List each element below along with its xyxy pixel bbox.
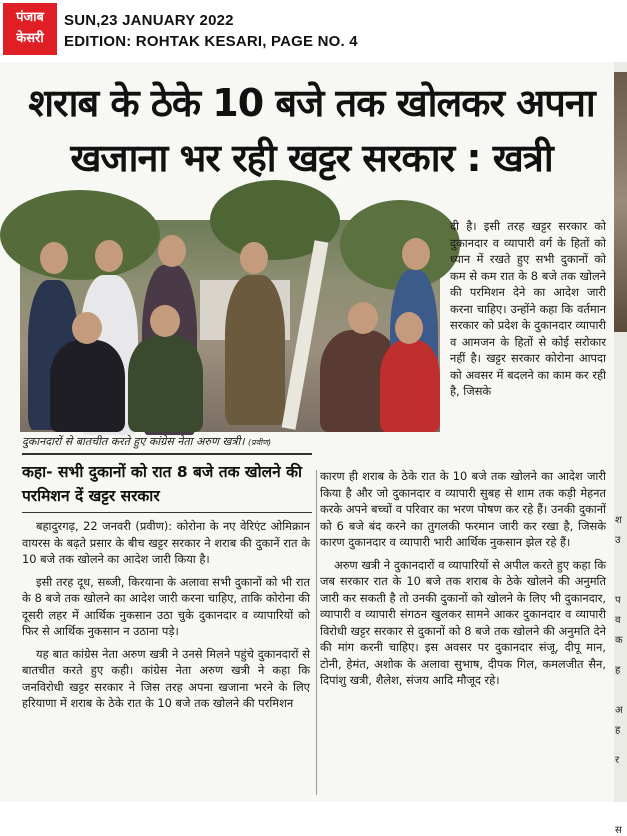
- headline-line-1: शराब के ठेके 10 बजे तक खोलकर अपना: [28, 81, 595, 125]
- edge-fragment: अ: [615, 705, 623, 716]
- edge-fragment: क: [615, 635, 623, 646]
- article-headline: [14, 76, 609, 186]
- article-subhead: कहा- सभी दुकानों को रात 8 बजे तक खोलने की परमिशन दें खट्टर सरकार: [22, 463, 303, 505]
- column-left: [22, 518, 310, 718]
- edge-fragment: प: [615, 595, 621, 606]
- punjab-kesari-logo: [3, 3, 57, 55]
- edge-fragment: ह: [615, 665, 621, 676]
- logo-line-1: पंजाब: [16, 10, 44, 25]
- column-right-bottom: [320, 468, 606, 695]
- article-photo: [20, 220, 440, 432]
- adjacent-photo: [614, 72, 627, 332]
- logo-line-2: केसरी: [16, 31, 44, 46]
- column-right-top: [450, 218, 606, 406]
- edge-fragment: उ: [615, 535, 621, 546]
- photo-credit: (प्रवीण): [248, 438, 272, 447]
- headline-line-2: खजाना भर रही खट्टर सरकार : खत्री: [70, 136, 553, 180]
- paragraph: अरुण खत्री ने दुकानदारों व व्यापारियों से अपील करते हुए कहा कि जब सरकार रात के 10 बजे तक शराब के ठेके खोलने की अनुमति जारी कर सकती है तो उनकी दुकानों को खोलने के लिए भी दुकानदार, व्यापारी व व्यापारी संगठन खुलकर सामने आकर दुकानदार व व्यापारी विरोधी खट्टर सरकार से दुकानों को 8 बजे तक खोलने की अनुमति देने की मांग करनी चाहिए। इस अवसर पर दुकानदार संजू, दीपू मान, टोनी, हेमंत, अशोक के अलावा सुभाष, दीपक गिल, कमलजीत सैन, दिपांशु खत्री, शैलेश, संजय आदि मौजूद रहे।: [320, 557, 606, 687]
- paragraph: यह बात कांग्रेस नेता अरुण खत्री ने उनसे मिलने पहुंचे दुकानदारों से बातचीत करते हुए कही। कांग्रेस नेता अरुण खत्री ने कहा कि जनविरोधी खट्टर सरकार ने जिस तरह अपना खजाना भरने के लिए हरियाणा में शराब के ठेके रात के 10 बजे तक खोलने की परमिशन: [22, 646, 310, 710]
- paragraph: इसी तरह दूध, सब्जी, किरयाना के अलावा सभी दुकानों को भी रात के 8 बजे तक खोलने का आदेश जारी करना चाहिए, ताकि कोरोना की दूसरी लहर में आर्थिक नुकसान उठा चुके दुकानदार व व्यापारियों को फिर से आर्थिक नुकसान न उठाना पड़े।: [22, 574, 310, 638]
- edge-fragment: र: [615, 755, 620, 766]
- column-divider: [316, 470, 317, 795]
- edition-info: [64, 10, 358, 52]
- caption-text: दुकानदारों से बातचीत करते हुए कांग्रेस नेता अरुण खत्री।: [22, 435, 245, 448]
- edition-page: EDITION: ROHTAK KESARI, PAGE NO. 4: [64, 33, 358, 50]
- edge-fragment: श: [615, 515, 622, 526]
- paragraph: दी है। इसी तरह खट्टर सरकार को दुकानदार व व्यापारी वर्ग के हितों को ध्यान में रखते हुए सभी दुकानों को कम से कम रात के 8 बजे तक खोलने की परमिशन देने का आदेश जारी करना चाहिए। उन्होंने कहा कि वर्तमान सरकार को प्रदेश के दुकानदार व्यापारी व आमजन के हितों से कोई सरोकार नहीं है। खट्टर सरकार कोरोना आपदा को अवसर में बदलने का काम कर रही है, जिसके: [450, 219, 606, 398]
- edge-fragment: ह: [615, 725, 621, 736]
- page-bottom-margin: [0, 802, 627, 816]
- paragraph: बहादुरगढ़, 22 जनवरी (प्रवीण): कोरोना के नए वेरिएंट ओमिक्रान वायरस के बढ़ते प्रसार के बीच खट्टर सरकार ने शराब की दुकानें रात के 10 बजे तक खोलने का आदेश जारी किया है।: [22, 519, 310, 566]
- subhead-divider: [22, 512, 312, 513]
- photo-caption: [22, 434, 442, 451]
- edge-fragment: स: [615, 825, 622, 836]
- paragraph: कारण ही शराब के ठेके रात के 10 बजे तक खोलने का आदेश जारी किया है और जो दुकानदार व व्यापारी सुबह से शाम तक कड़ी मेहनत करके अपने बच्चों व परिवार का भरण पोषण कर रहे हैं। उनकी दुकानों को 6 बजे बंद करने का तुगलकी फरमान जारी कर रखा है, जिसके कारण दुकानदार व व्यापारी भारी आर्थिक नुकसान झेल रहे हैं।: [320, 469, 606, 549]
- adjacent-article-edge: [614, 62, 627, 836]
- caption-divider: [22, 453, 312, 455]
- masthead: [0, 0, 627, 62]
- publication-date: SUN,23 JANUARY 2022: [64, 12, 234, 29]
- edge-fragment: व: [615, 615, 621, 626]
